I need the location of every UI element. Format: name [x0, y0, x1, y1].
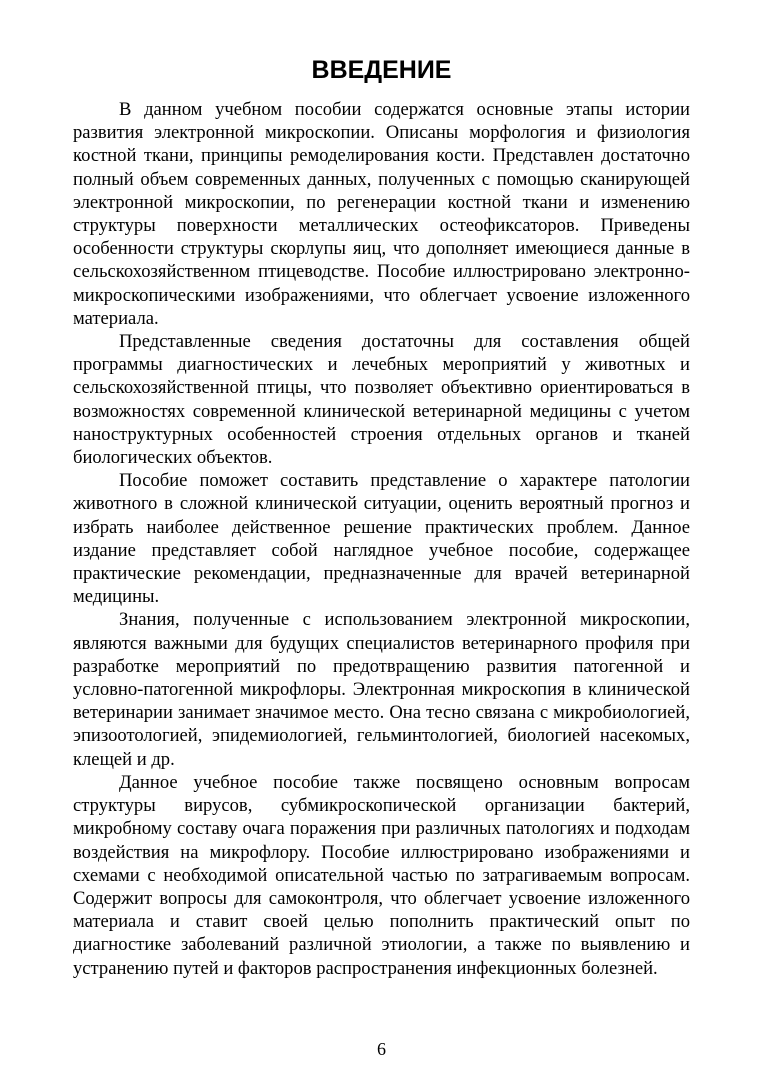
page-title: ВВЕДЕНИЕ [311, 56, 452, 84]
paragraph-2: Представленные сведения достаточны для составления общей программы диагностических и лечебных мероприятий у животных и сельскохозяйственной птицы, что позволяет объективно ориентироваться в возможностях современной клинической ветеринарной медицины с учетом наноструктурных особенностей строения отдельных органов и тканей биологических объектов. [73, 331, 690, 469]
paragraph-3: Пособие поможет составить представление о характере патологии животного в сложной клинической ситуации, оценить вероятный прогноз и избрать наиболее действенное решение практических проблем. Данное издание представляет собой наглядное учебное пособие, содержащее практические рекомендации, предназначенные для врачей ветеринарной медицины. [73, 470, 690, 608]
page-number: 6 [377, 1039, 386, 1059]
paragraph-4: Знания, полученные с использованием электронной микроскопии, являются важными для будущих специалистов ветеринарного профиля при разработке мероприятий по предотвращению развития патогенной и условно-патогенной микрофлоры. Электронная микроскопия в клинической ветеринарии занимает значимое место. Она тесно связана с микробиологией, эпизоотологией, эпидемиологией, гельминтологией, биологией насекомых, клещей и др. [73, 609, 690, 770]
paragraph-1: В данном учебном пособии содержатся основные этапы истории развития электронной микроскопии. Описаны морфология и физиология костной ткани, принципы ремоделирования кости. Представлен достаточно полный объем современных данных, полученных с помощью сканирующей электронной микроскопии, по регенерации костной ткани и изменению структуры поверхности металлических остеофиксаторов. Приведены особенности структуры скорлупы яиц, что дополняет имеющиеся данные в сельскохозяйственном птицеводстве. Пособие иллюстрировано электронно-микроскопическими изображениями, что облегчает усвоение изложенного материала. [73, 99, 690, 329]
paragraph-5: Данное учебное пособие также посвящено основным вопросам структуры вирусов, субмикроскопической организации бактерий, микробному составу очага поражения при различных патологиях и подходам воздействия на микрофлору. Пособие иллюстрировано изображениями и схемами с необходимой описательной частью по затрагиваемым вопросам. Содержит вопросы для самоконтроля, что облегчает усвоение изложенного материала и ставит своей целью пополнить практический опыт по диагностике заболеваний различной этиологии, а также по выявлению и устранению путей и факторов распространения инфекционных болезней. [73, 771, 690, 979]
body-text [73, 98, 690, 980]
